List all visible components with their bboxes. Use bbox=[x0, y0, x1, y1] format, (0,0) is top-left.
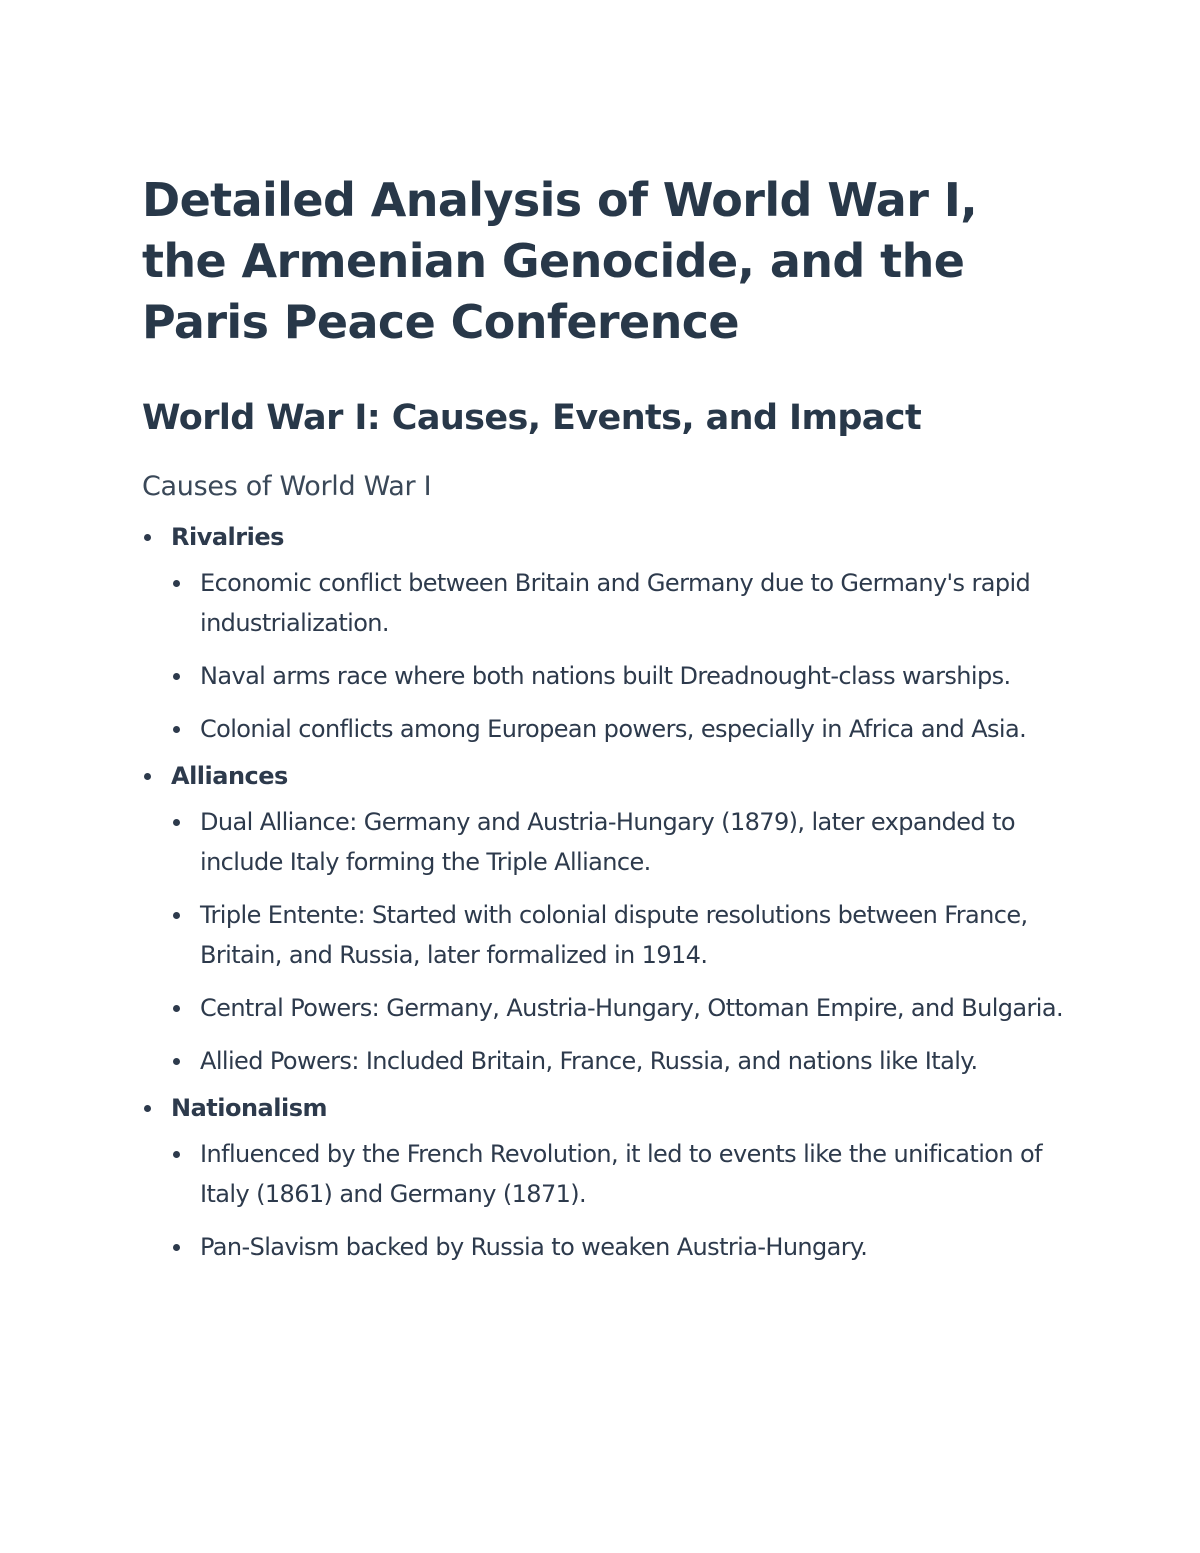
list-item bbox=[171, 1227, 1072, 1267]
document-title: Detailed Analysis of World War I, the Armenian Genocide, and the Paris Peace Conference bbox=[142, 173, 978, 349]
section-heading: World War I: Causes, Events, and Impact bbox=[142, 398, 922, 438]
point-text: Economic conflict between Britain and Germany due to Germany's rapid industrialization. bbox=[200, 569, 1031, 637]
bullet-icon bbox=[173, 1151, 180, 1158]
list-item bbox=[171, 563, 1072, 643]
point-text: Pan-Slavism backed by Russia to weaken Austria-Hungary. bbox=[200, 1233, 868, 1261]
point-text: Central Powers: Germany, Austria-Hungary, Ottoman Empire, and Bulgaria. bbox=[200, 994, 1064, 1022]
point-text: Naval arms race where both nations built Dreadnought-class warships. bbox=[200, 662, 1011, 690]
causes-list bbox=[142, 517, 1072, 1267]
list-item-label: Alliances bbox=[171, 762, 288, 790]
point-text: Triple Entente: Started with colonial dispute resolutions between France, Britain, and Russia, later formalized in 1914. bbox=[200, 901, 1028, 969]
point-text: Allied Powers: Included Britain, France, Russia, and nations like Italy. bbox=[200, 1047, 978, 1075]
list-item-label: Nationalism bbox=[171, 1094, 327, 1122]
bullet-icon bbox=[173, 726, 180, 733]
list-item bbox=[171, 1134, 1072, 1214]
list-item-label: Rivalries bbox=[171, 523, 284, 551]
list-item-alliances bbox=[142, 756, 1072, 1081]
point-text: Colonial conflicts among European powers, especially in Africa and Asia. bbox=[200, 715, 1027, 743]
document-page bbox=[142, 170, 1072, 1274]
bullet-icon bbox=[173, 1244, 180, 1251]
list-item-nationalism bbox=[142, 1088, 1072, 1267]
list-item-rivalries bbox=[142, 517, 1072, 749]
list-item bbox=[171, 988, 1072, 1028]
bullet-icon bbox=[173, 819, 180, 826]
point-text: Dual Alliance: Germany and Austria-Hungary (1879), later expanded to include Italy forming the Triple Alliance. bbox=[200, 808, 1015, 876]
nationalism-points bbox=[171, 1134, 1072, 1267]
bullet-icon bbox=[173, 673, 180, 680]
subsection-heading: Causes of World War I bbox=[142, 471, 432, 502]
rivalries-points bbox=[171, 563, 1072, 749]
list-item bbox=[171, 656, 1072, 696]
bullet-icon bbox=[173, 1058, 180, 1065]
bullet-icon bbox=[144, 773, 151, 780]
list-item bbox=[171, 709, 1072, 749]
list-item bbox=[171, 895, 1072, 975]
point-text: Influenced by the French Revolution, it led to events like the unification of Italy (1861) and Germany (1871). bbox=[200, 1140, 1042, 1208]
alliances-points bbox=[171, 802, 1072, 1081]
bullet-icon bbox=[144, 534, 151, 541]
bullet-icon bbox=[173, 1005, 180, 1012]
bullet-icon bbox=[173, 912, 180, 919]
list-item bbox=[171, 802, 1072, 882]
bullet-icon bbox=[173, 580, 180, 587]
list-item bbox=[171, 1041, 1072, 1081]
bullet-icon bbox=[144, 1105, 151, 1112]
